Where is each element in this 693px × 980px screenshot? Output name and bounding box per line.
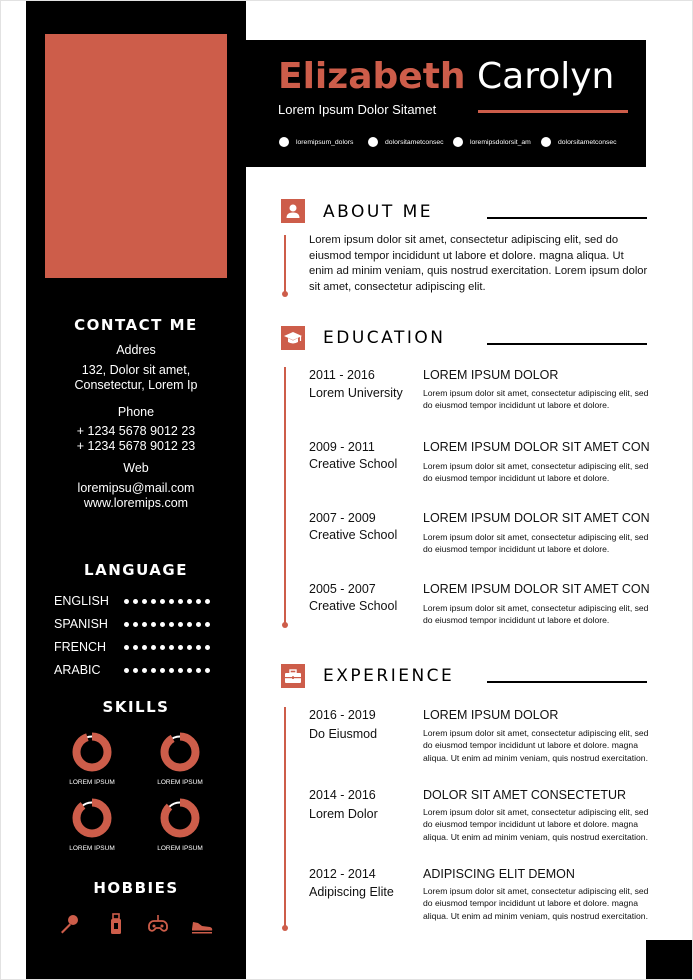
language-dot bbox=[196, 668, 201, 673]
briefcase-icon bbox=[281, 664, 305, 688]
language-dot bbox=[151, 599, 156, 604]
language-name: ARABIC bbox=[54, 663, 101, 677]
language-dot bbox=[196, 645, 201, 650]
language-row bbox=[54, 594, 234, 610]
social-handle: dolorsitametconsec bbox=[385, 138, 444, 146]
language-dot bbox=[142, 645, 147, 650]
language-dot bbox=[205, 645, 210, 650]
phone-2: + 1234 5678 9012 23 bbox=[76, 439, 196, 453]
language-level-dots bbox=[124, 599, 210, 604]
language-dot bbox=[169, 599, 174, 604]
microphone-icon bbox=[57, 912, 81, 936]
first-name: Elizabeth bbox=[278, 56, 466, 97]
language-dot bbox=[160, 622, 165, 627]
web-label: Web bbox=[123, 461, 149, 475]
language-row bbox=[54, 617, 234, 633]
language-dot bbox=[160, 645, 165, 650]
experience-title: EXPERIENCE bbox=[323, 666, 455, 686]
section-divider bbox=[487, 343, 647, 345]
language-dot bbox=[142, 622, 147, 627]
job-subtitle: Lorem Ipsum Dolor Sitamet bbox=[278, 102, 437, 117]
language-dot bbox=[169, 622, 174, 627]
bullet-icon bbox=[453, 137, 463, 147]
language-dot bbox=[187, 599, 192, 604]
user-icon bbox=[281, 199, 305, 223]
website-link[interactable]: www.loremips.com bbox=[83, 496, 189, 510]
language-dot bbox=[151, 668, 156, 673]
last-name: Carolyn bbox=[477, 56, 615, 97]
language-dot bbox=[133, 599, 138, 604]
header-accent-line bbox=[478, 110, 628, 113]
education-title-entry: LOREM IPSUM DOLOR SIT AMET CON bbox=[423, 511, 650, 525]
experience-years: 2012 - 2014 bbox=[309, 867, 376, 881]
education-place: Creative School bbox=[309, 457, 398, 471]
section-divider bbox=[487, 681, 647, 683]
social-item[interactable] bbox=[368, 136, 444, 148]
skills-heading: SKILLS bbox=[102, 698, 170, 716]
timeline-dot bbox=[282, 925, 288, 931]
social-item[interactable] bbox=[279, 136, 353, 148]
language-dot bbox=[133, 622, 138, 627]
language-dot bbox=[142, 668, 147, 673]
bullet-icon bbox=[368, 137, 378, 147]
language-dot bbox=[196, 622, 201, 627]
language-dot bbox=[205, 622, 210, 627]
education-title-entry: LOREM IPSUM DOLOR SIT AMET CON bbox=[423, 440, 650, 454]
experience-title-entry: ADIPISCING ELIT DEMON bbox=[423, 867, 575, 881]
language-dot bbox=[160, 599, 165, 604]
education-desc: Lorem ipsum dolor sit amet, consectetur adipiscing elit, sed do eiusmod tempor incididunt ut labore et dolore. bbox=[423, 532, 649, 555]
language-dot bbox=[178, 622, 183, 627]
skill-label: LOREM IPSUM bbox=[157, 779, 203, 786]
education-title-entry: LOREM IPSUM DOLOR bbox=[423, 368, 559, 382]
phone-label: Phone bbox=[117, 405, 155, 419]
address-line-1: 132, Dolor sit amet, bbox=[81, 363, 191, 377]
experience-title-entry: DOLOR SIT AMET CONSECTETUR bbox=[423, 788, 627, 802]
skill-ring bbox=[160, 798, 200, 838]
education-title-entry: LOREM IPSUM DOLOR SIT AMET CON bbox=[423, 582, 650, 596]
bullet-icon bbox=[541, 137, 551, 147]
education-years: 2005 - 2007 bbox=[309, 582, 376, 596]
language-dot bbox=[187, 668, 192, 673]
experience-years: 2016 - 2019 bbox=[309, 708, 376, 722]
social-handle: dolorsitametconsec bbox=[558, 138, 617, 146]
language-dot bbox=[205, 599, 210, 604]
address-label: Addres bbox=[116, 343, 156, 357]
email-link[interactable]: loremipsu@mail.com bbox=[77, 481, 195, 495]
timeline-line bbox=[284, 235, 286, 293]
education-place: Lorem University bbox=[309, 386, 403, 400]
language-level-dots bbox=[124, 645, 210, 650]
skill-label: LOREM IPSUM bbox=[69, 845, 115, 852]
graduation-cap-icon bbox=[281, 326, 305, 350]
language-dot bbox=[151, 645, 156, 650]
language-dot bbox=[178, 599, 183, 604]
language-dot bbox=[124, 668, 129, 673]
language-level-dots bbox=[124, 668, 210, 673]
language-name: SPANISH bbox=[54, 617, 108, 631]
language-dot bbox=[187, 622, 192, 627]
language-dot bbox=[124, 622, 129, 627]
experience-title-entry: LOREM IPSUM DOLOR bbox=[423, 708, 559, 722]
language-dot bbox=[187, 645, 192, 650]
language-row bbox=[54, 640, 234, 656]
language-dot bbox=[169, 645, 174, 650]
timeline-dot bbox=[282, 622, 288, 628]
language-row bbox=[54, 663, 234, 679]
education-years: 2011 - 2016 bbox=[309, 368, 375, 382]
skill-label: LOREM IPSUM bbox=[69, 779, 115, 786]
language-dot bbox=[151, 622, 156, 627]
sidebar bbox=[26, 0, 246, 980]
experience-desc: Lorem ipsum dolor sit amet, consectetur adipiscing elit, sed do eiusmod tempor incididunt ut labore et dolore. magna aliqua. Ut enim ad minim veniam, quis nostrud exercitation. bbox=[423, 728, 649, 763]
experience-place: Lorem Dolor bbox=[309, 807, 378, 821]
language-dot bbox=[169, 668, 174, 673]
corner-block bbox=[646, 940, 693, 980]
experience-place: Adipiscing Elite bbox=[309, 885, 394, 899]
skill-ring bbox=[72, 732, 112, 772]
skill-item bbox=[52, 732, 132, 802]
social-handle: loremipsdolorsit_am bbox=[470, 138, 531, 146]
bullet-icon bbox=[279, 137, 289, 147]
sneaker-icon bbox=[190, 912, 214, 936]
social-item[interactable] bbox=[541, 136, 617, 148]
about-text: Lorem ipsum dolor sit amet, consectetur adipiscing elit, sed do eiusmod tempor incididunt ut labore et dolore. magna aliqua. Ut enim ad minim veniam, quis nostrud exercitation. Lorem ipsum dolor sit amet, consectetur adipiscing elit. bbox=[309, 234, 648, 293]
timeline-line bbox=[284, 707, 286, 927]
gamepad-icon bbox=[146, 912, 170, 936]
full-name bbox=[278, 56, 614, 97]
language-name: FRENCH bbox=[54, 640, 107, 654]
skill-ring bbox=[160, 732, 200, 772]
experience-desc: Lorem ipsum dolor sit amet, consectetur adipiscing elit, sed do eiusmod tempor incididunt ut labore et dolore. magna aliqua. Ut enim ad minim veniam, quis nostrud exercitation. bbox=[423, 807, 649, 842]
social-item[interactable] bbox=[453, 136, 531, 148]
education-place: Creative School bbox=[309, 528, 398, 542]
hobbies-heading: HOBBIES bbox=[93, 879, 179, 897]
language-dot bbox=[133, 668, 138, 673]
education-years: 2007 - 2009 bbox=[309, 511, 376, 525]
experience-years: 2014 - 2016 bbox=[309, 788, 376, 802]
phone-1: + 1234 5678 9012 23 bbox=[76, 424, 196, 438]
profile-photo-placeholder bbox=[45, 34, 227, 278]
section-divider bbox=[487, 217, 647, 219]
language-dot bbox=[142, 599, 147, 604]
social-handle: loremipsum_dolors bbox=[296, 138, 354, 146]
language-heading: LANGUAGE bbox=[84, 561, 188, 579]
education-desc: Lorem ipsum dolor sit amet, consectetur adipiscing elit, sed do eiusmod tempor incididunt ut labore et dolore. bbox=[423, 388, 649, 411]
language-dot bbox=[205, 668, 210, 673]
language-dot bbox=[178, 645, 183, 650]
language-name: ENGLISH bbox=[54, 594, 109, 608]
resume-header bbox=[246, 40, 646, 167]
skill-item bbox=[52, 798, 132, 868]
language-dot bbox=[178, 668, 183, 673]
language-dot bbox=[124, 645, 129, 650]
skill-label: LOREM IPSUM bbox=[157, 845, 203, 852]
language-dot bbox=[196, 599, 201, 604]
education-title: EDUCATION bbox=[323, 328, 446, 348]
education-years: 2009 - 2011 bbox=[309, 440, 375, 454]
education-desc: Lorem ipsum dolor sit amet, consectetur adipiscing elit, sed do eiusmod tempor incididunt ut labore et dolore. bbox=[423, 461, 649, 484]
language-dot bbox=[160, 668, 165, 673]
language-dot bbox=[124, 599, 129, 604]
skill-item bbox=[140, 732, 220, 802]
address-line-2: Consetectur, Lorem Ip bbox=[74, 378, 198, 392]
contact-heading: CONTACT ME bbox=[74, 316, 198, 334]
education-place: Creative School bbox=[309, 599, 398, 613]
usb-drive-icon bbox=[104, 912, 128, 936]
skill-item bbox=[140, 798, 220, 868]
about-title: ABOUT ME bbox=[323, 202, 434, 222]
education-desc: Lorem ipsum dolor sit amet, consectetur adipiscing elit, sed do eiusmod tempor incididunt ut labore et dolore. bbox=[423, 603, 649, 626]
timeline-line bbox=[284, 367, 286, 624]
experience-place: Do Eiusmod bbox=[309, 727, 378, 741]
language-level-dots bbox=[124, 622, 210, 627]
experience-desc: Lorem ipsum dolor sit amet, consectetur adipiscing elit, sed do eiusmod tempor incididunt ut labore et dolore. magna aliqua. Ut enim ad minim veniam, quis nostrud exercitation. bbox=[423, 886, 649, 921]
skill-ring bbox=[72, 798, 112, 838]
timeline-dot bbox=[282, 291, 288, 297]
language-dot bbox=[133, 645, 138, 650]
